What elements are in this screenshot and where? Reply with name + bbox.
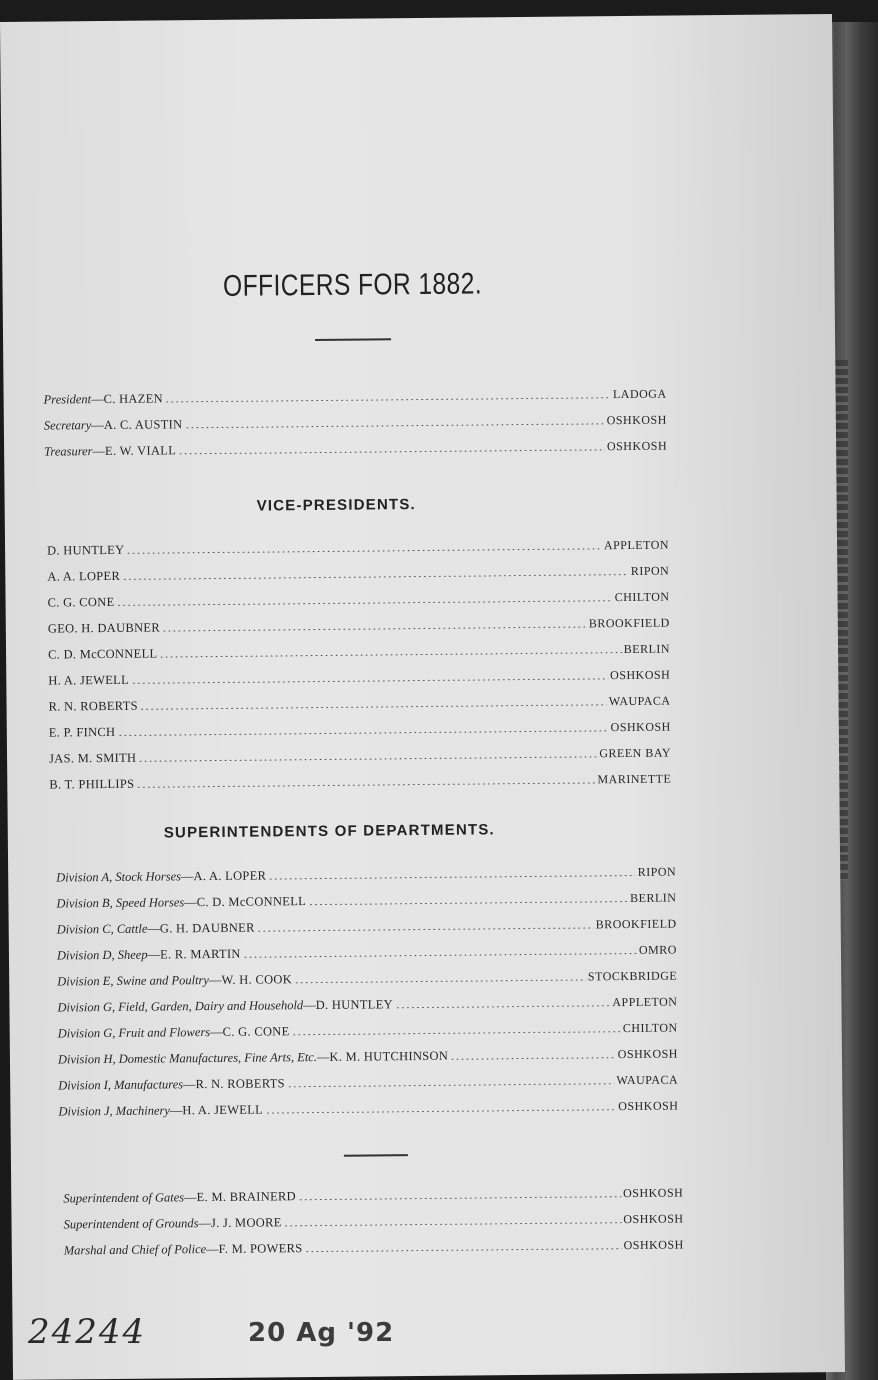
dot-leader (117, 730, 608, 736)
superintendent-name: H. A. JEWELL (182, 1102, 264, 1118)
list-item: Division E, Swine and Poultry — W. H. COOK STOCKBRIDGE (57, 968, 678, 989)
officer-place: OSHKOSH (623, 1185, 684, 1201)
vp-place: RIPON (630, 563, 670, 578)
officer-name: F. M. POWERS (218, 1241, 303, 1256)
dot-leader (159, 652, 621, 657)
dot-leader (243, 953, 637, 958)
officer-role: Superintendent of Gates (63, 1190, 185, 1206)
section-divider (344, 1154, 408, 1156)
list-item: Division G, Fruit and Flowers — C. G. CONE CHILTON (57, 1020, 678, 1041)
list-item (48, 640, 670, 664)
superintendent-place: BERLIN (630, 890, 677, 905)
vp-name: E. P. FINCH (48, 724, 116, 740)
dot-leader (292, 1031, 621, 1035)
list-item (49, 744, 671, 768)
vp-name: GEO. H. DAUBNER (47, 620, 161, 636)
list-item (48, 666, 670, 690)
dot-leader (450, 1057, 616, 1060)
vp-place: APPLETON (603, 537, 670, 553)
dot-leader (178, 449, 605, 454)
list-item: Division G, Field, Garden, Dairy and Household — D. HUNTLEY APPLETON (57, 994, 678, 1015)
officer-place: OSHKOSH (623, 1211, 684, 1227)
list-item: Division D, Sheep — E. R. MARTIN OMRO (56, 942, 678, 963)
officer-role: Treasurer (44, 444, 93, 459)
dot-leader (287, 1083, 615, 1087)
dot-leader (395, 1005, 610, 1008)
superintendent-place: OMRO (638, 942, 678, 957)
officer-role: Marshal and Chief of Police (63, 1242, 207, 1258)
dot-leader (298, 1196, 621, 1200)
list-item: Treasurer — E. W. VIALL OSHKOSH (44, 438, 668, 459)
vp-place: BERLIN (623, 641, 671, 657)
list-item: Division H, Domestic Manufactures, Fine Arts, Etc. — K. M. HUTCHINSON OSHKOSH (57, 1046, 679, 1067)
list-item: Superintendent of Gates — E. M. BRAINERD OSHKOSH (63, 1185, 684, 1206)
dot-leader (162, 626, 587, 631)
list-item (49, 770, 671, 794)
dot-leader (117, 600, 613, 606)
list-item: Marshal and Chief of Police — F. M. POWERS OSHKOSH (63, 1237, 684, 1258)
vp-name: JAS. M. SMITH (49, 750, 137, 766)
page-title: OFFICERS FOR 1882. (222, 267, 483, 303)
list-item (47, 588, 669, 612)
division-label: Division J, Machinery (58, 1103, 170, 1119)
superintendent-name: A. A. LOPER (193, 868, 267, 884)
officer-place: LADOGA (612, 386, 667, 402)
superintendent-place: CHILTON (622, 1020, 678, 1036)
superintendent-place: RIPON (637, 864, 677, 879)
officer-place: OSHKOSH (606, 412, 667, 428)
superintendent-place: BROOKFIELD (595, 916, 677, 932)
dot-leader (184, 423, 604, 428)
division-label: Division I, Manufactures (58, 1077, 184, 1093)
officer-role: Superintendent of Grounds (63, 1216, 199, 1232)
superintendent-place: APPLETON (612, 994, 678, 1010)
dot-leader (131, 678, 608, 684)
dot-leader (138, 756, 597, 761)
superintendent-name: K. M. HUTCHINSON (329, 1048, 449, 1064)
document-page (0, 14, 845, 1380)
list-item: Superintendent of Grounds — J. J. MOORE OSHKOSH (63, 1211, 684, 1232)
officer-role: President (43, 392, 92, 407)
dot-leader (140, 704, 607, 709)
officer-name: E. W. VIALL (104, 443, 177, 459)
superintendent-name: C. D. McCONNELL (196, 894, 307, 910)
date-stamp: 20 Ag '92 (248, 1318, 395, 1348)
list-item: Division A, Stock Horses — A. A. LOPER RIPON (56, 864, 677, 885)
vp-place: WAUPACA (608, 693, 671, 709)
division-label: Division C, Cattle (56, 921, 148, 937)
superintendent-place: WAUPACA (616, 1072, 679, 1088)
list-item (47, 536, 669, 560)
handwritten-accession-number: 24244 (28, 1312, 147, 1352)
superintendent-name: W. H. COOK (221, 972, 293, 987)
dot-leader (305, 1248, 622, 1252)
officer-name: J. J. MOORE (210, 1215, 282, 1231)
list-item: Secretary — A. C. AUSTIN OSHKOSH (43, 412, 667, 433)
vp-name: D. HUNTLEY (47, 542, 125, 558)
officer-name: E. M. BRAINERD (196, 1189, 297, 1205)
list-item: Division I, Manufactures — R. N. ROBERTS WAUPACA (58, 1072, 679, 1093)
division-label: Division E, Swine and Poultry (57, 973, 210, 989)
officer-place: OSHKOSH (623, 1237, 684, 1253)
vice-presidents-heading: VICE-PRESIDENTS. (256, 496, 416, 515)
vp-place: MARINETTE (597, 771, 672, 787)
list-item (49, 718, 671, 742)
division-label: Division D, Sheep (56, 947, 148, 963)
vp-name: C. G. CONE (47, 594, 115, 610)
dot-leader (257, 927, 594, 931)
superintendent-name: E. R. MARTIN (160, 946, 241, 962)
dot-leader (268, 875, 635, 880)
list-item: Division C, Cattle — G. H. DAUBNER BROOKFIELD (56, 916, 677, 937)
list-item (48, 692, 670, 716)
list-item (48, 614, 670, 638)
vp-place: BROOKFIELD (588, 615, 670, 631)
superintendent-name: D. HUNTLEY (315, 997, 394, 1013)
list-item: President — C. HAZEN LADOGA (43, 386, 667, 407)
division-label: Division A, Stock Horses (56, 869, 182, 885)
dot-leader (165, 397, 611, 402)
officer-name: A. C. AUSTIN (103, 417, 183, 433)
superintendent-place: OSHKOSH (617, 1046, 679, 1062)
dot-leader (308, 901, 628, 905)
dot-leader (126, 548, 602, 554)
superintendent-name: C. G. CONE (222, 1024, 290, 1039)
dot-leader (136, 782, 595, 787)
vp-place: OSHKOSH (610, 719, 671, 735)
superintendents-heading: SUPERINTENDENTS OF DEPARTMENTS. (163, 821, 495, 842)
officer-role: Secretary (43, 418, 92, 433)
superintendent-name: G. H. DAUBNER (159, 920, 255, 936)
division-label: Division B, Speed Horses (56, 895, 185, 911)
dot-leader (122, 574, 629, 580)
vp-name: R. N. ROBERTS (48, 698, 138, 714)
dot-leader (265, 1109, 616, 1113)
superintendent-name: R. N. ROBERTS (195, 1076, 285, 1092)
division-label: Division G, Field, Garden, Dairy and Household (57, 998, 304, 1015)
vp-name: C. D. McCONNELL (48, 646, 158, 662)
vp-name: A. A. LOPER (47, 568, 121, 584)
division-label: Division G, Fruit and Flowers (57, 1025, 211, 1041)
list-item: Division B, Speed Horses — C. D. McCONNELL BERLIN (56, 890, 677, 911)
vp-place: OSHKOSH (610, 667, 671, 683)
title-divider (315, 338, 391, 340)
superintendent-place: STOCKBRIDGE (587, 968, 678, 984)
officer-name: C. HAZEN (103, 391, 163, 407)
vp-name: H. A. JEWELL (48, 672, 130, 688)
vp-name: B. T. PHILLIPS (49, 776, 135, 792)
list-item (47, 562, 669, 586)
division-label: Division H, Domestic Manufactures, Fine Arts, Etc. (57, 1050, 318, 1067)
dot-leader (294, 979, 586, 983)
dot-leader (284, 1222, 622, 1226)
superintendent-place: OSHKOSH (618, 1098, 679, 1114)
vp-place: CHILTON (614, 589, 670, 605)
vp-place: GREEN BAY (599, 745, 672, 761)
list-item: Division J, Machinery — H. A. JEWELL OSHKOSH (58, 1098, 679, 1119)
officer-place: OSHKOSH (606, 438, 668, 454)
